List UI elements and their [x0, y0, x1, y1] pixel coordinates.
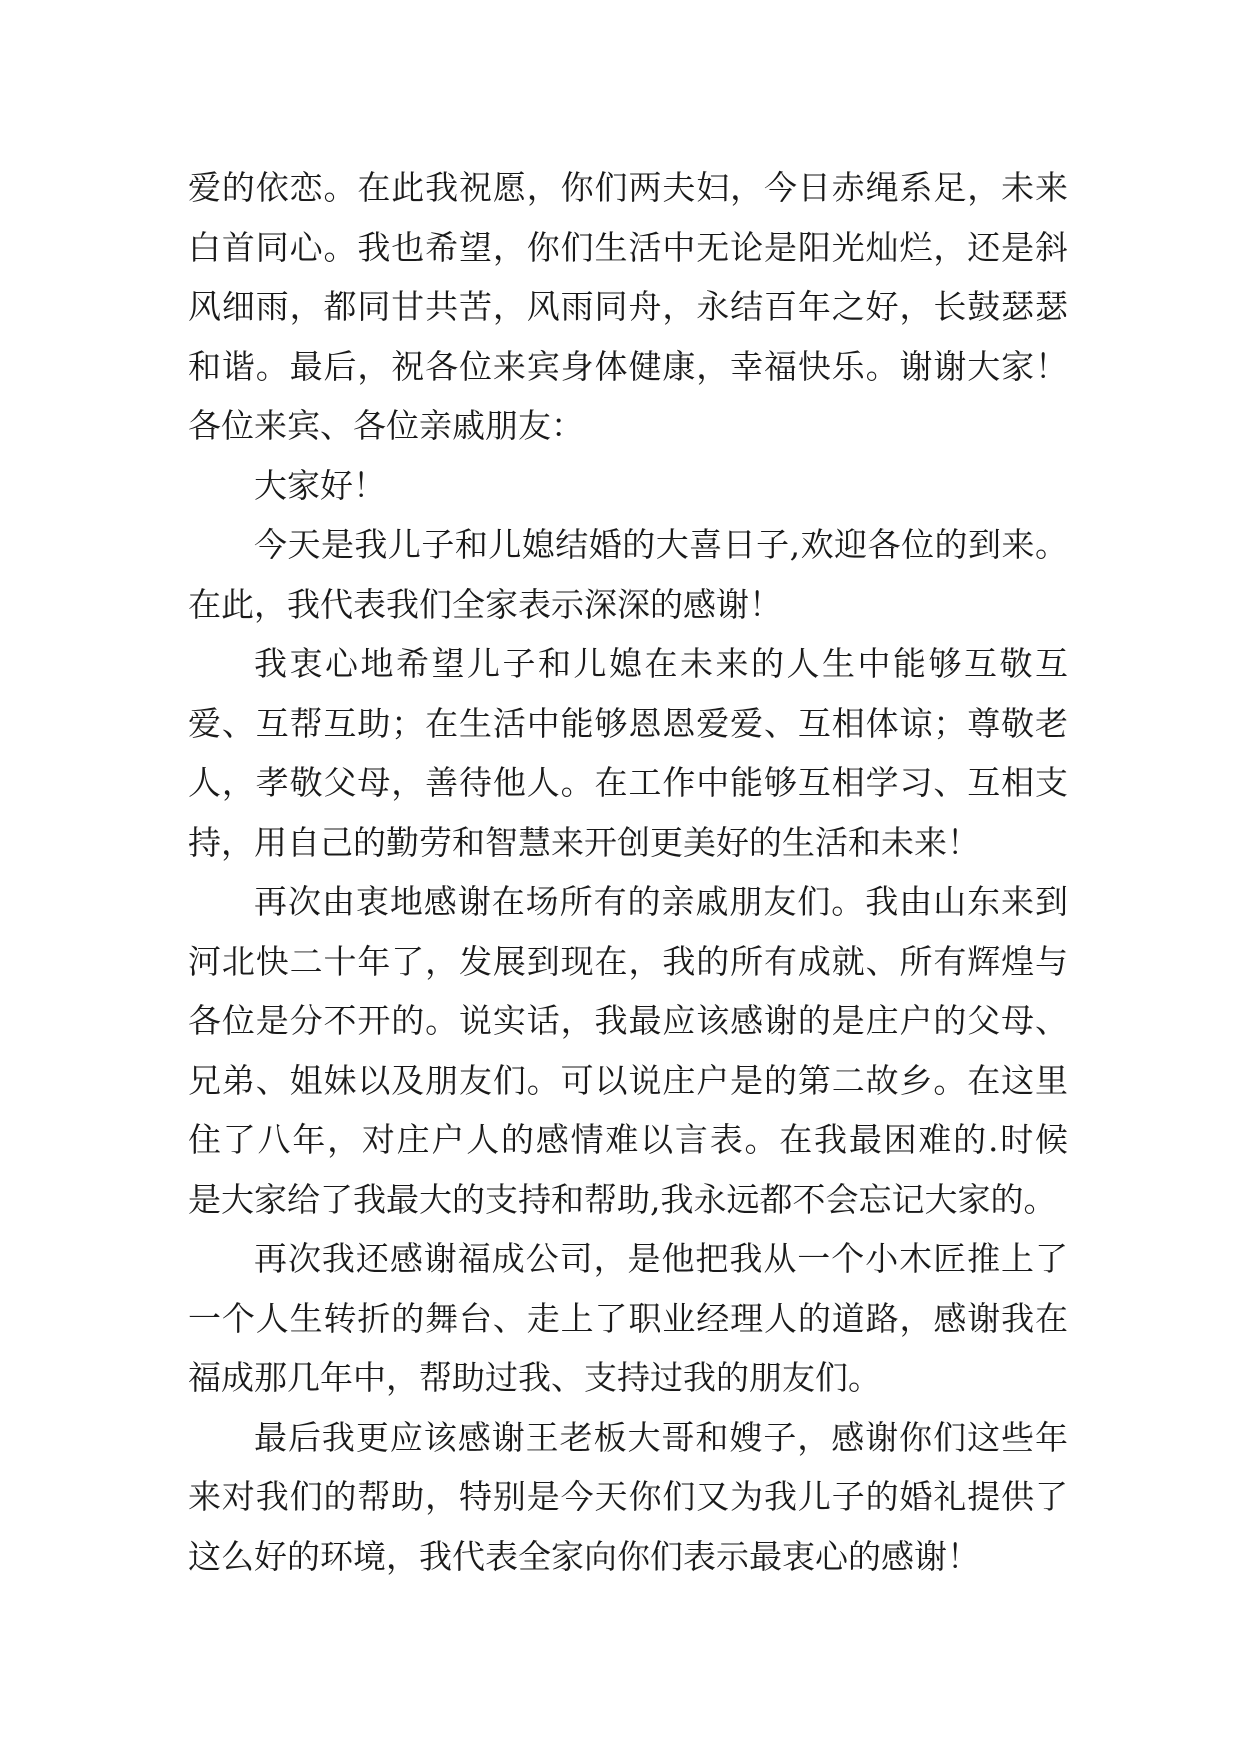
text-line: 我衷心地希望儿子和儿媳在未来的人生中能够互敬互 [254, 644, 1068, 683]
document-body [188, 158, 1068, 1586]
text-line: 福成那几年中，帮助过我、支持过我的朋友们。 [188, 1358, 881, 1397]
text-line: 是大家给了我最大的支持和帮助,我永远都不会忘记大家的。 [188, 1179, 1057, 1219]
text-line: 和谐。最后，祝各位来宾身体健康，幸福快乐。谢谢大家！ [188, 346, 1068, 386]
text-line: 各位是分不开的。说实话，我最应该感谢的是庄户的父母、 [188, 1001, 1068, 1040]
text-line: 爱的依恋。在此我祝愿，你们两夫妇，今日赤绳系足，未来 [188, 168, 1068, 207]
text-line: 在此，我代表我们全家表示深深的感谢！ [188, 584, 782, 624]
text-line: 这么好的环境，我代表全家向你们表示最衷心的感谢！ [188, 1536, 980, 1576]
text-line: 来对我们的帮助，特别是今天你们又为我儿子的婚礼提供了 [188, 1477, 1068, 1516]
text-line: 人，孝敬父母，善待他人。在工作中能够互相学习、互相支 [188, 763, 1068, 802]
text-line: 爱、互帮互助；在生活中能够恩恩爱爱、互相体谅；尊敬老 [188, 703, 1068, 743]
text-line: 兄弟、姐妹以及朋友们。可以说庄户是的第二故乡。在这里 [188, 1060, 1068, 1100]
text-line: 各位来宾、各位亲戚朋友： [188, 406, 584, 445]
text-line: 一个人生转折的舞台、走上了职业经理人的道路，感谢我在 [188, 1298, 1068, 1338]
text-line: 白首同心。我也希望，你们生活中无论是阳光灿烂，还是斜 [188, 227, 1068, 267]
text-line: 今天是我儿子和儿媳结婚的大喜日子,欢迎各位的到来。 [254, 525, 1068, 564]
text-line: 再次我还感谢福成公司，是他把我从一个小木匠推上了 [254, 1239, 1068, 1278]
text-line: 持，用自己的勤劳和智慧来开创更美好的生活和未来！ [188, 822, 980, 862]
text-line: 大家好！ [254, 465, 386, 505]
text-line: 最后我更应该感谢王老板大哥和嫂子，感谢你们这些年 [254, 1417, 1068, 1457]
text-line: 风细雨，都同甘共苦，风雨同舟，永结百年之好，长鼓瑟瑟 [188, 287, 1068, 326]
text-line: 再次由衷地感谢在场所有的亲戚朋友们。我由山东来到 [254, 882, 1068, 921]
text-line: 河北快二十年了，发展到现在，我的所有成就、所有辉煌与 [188, 941, 1068, 981]
text-line: 住了八年，对庄户人的感情难以言表。在我最困难的.时候 [188, 1120, 1068, 1159]
